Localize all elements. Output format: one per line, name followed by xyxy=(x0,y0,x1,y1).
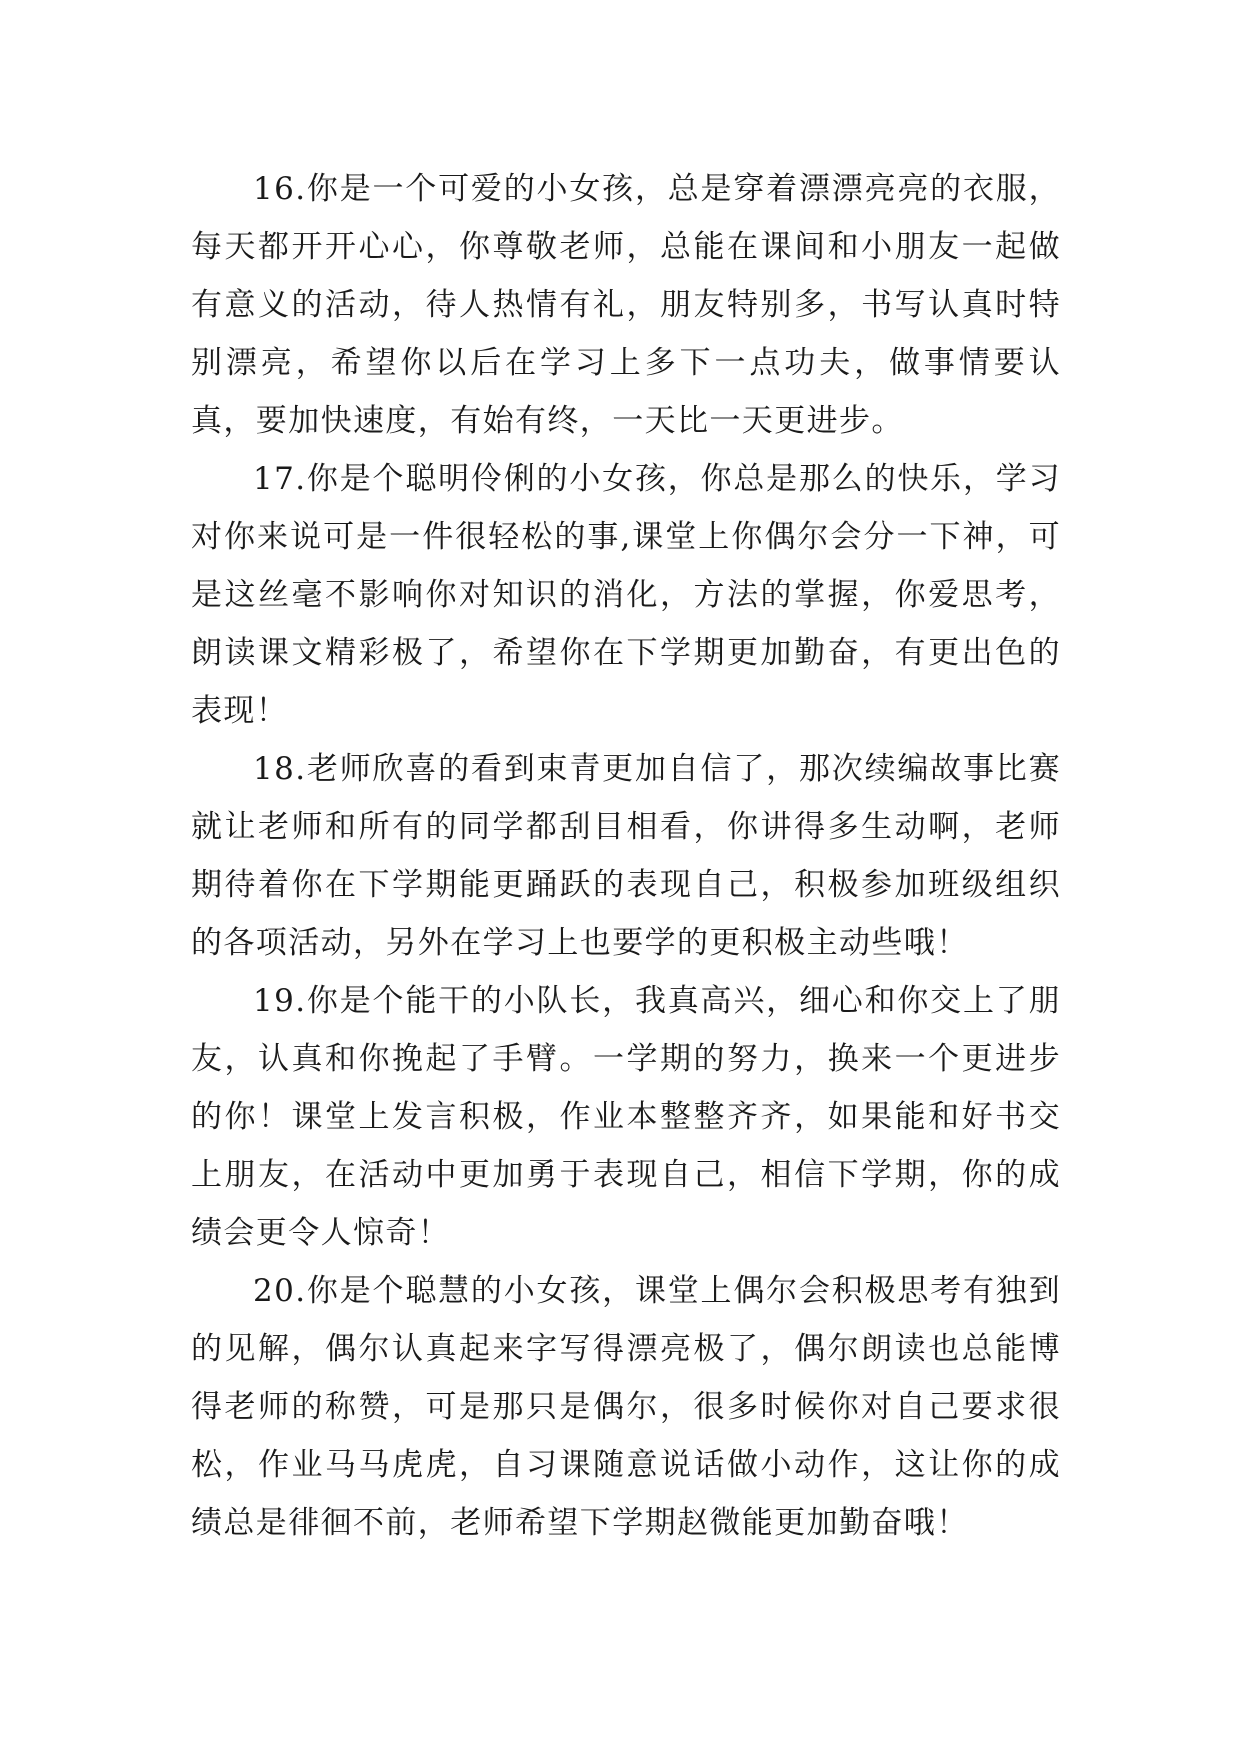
document-body xyxy=(191,160,1061,1552)
comment-paragraph-16: 16.你是一个可爱的小女孩，总是穿着漂漂亮亮的衣服，每天都开开心心，你尊敬老师，总能在课间和小朋友一起做有意义的活动，待人热情有礼，朋友特别多，书写认真时特别漂亮，希望你以后在学习上多下一点功夫，做事情要认真，要加快速度，有始有终，一天比一天更进步。 xyxy=(191,171,1061,439)
comment-paragraph-20: 20.你是个聪慧的小女孩，课堂上偶尔会积极思考有独到的见解，偶尔认真起来字写得漂亮极了，偶尔朗读也总能博得老师的称赞，可是那只是偶尔，很多时候你对自己要求很松，作业马马虎虎，自习课随意说话做小动作，这让你的成绩总是徘徊不前，老师希望下学期赵微能更加勤奋哦！ xyxy=(191,1273,1061,1541)
comment-paragraph-19: 19.你是个能干的小队长，我真高兴，细心和你交上了朋友，认真和你挽起了手臂。一学期的努力，换来一个更进步的你！课堂上发言积极，作业本整整齐齐，如果能和好书交上朋友，在活动中更加勇于表现自己，相信下学期，你的成绩会更令人惊奇！ xyxy=(191,983,1061,1251)
comment-paragraph-18: 18.老师欣喜的看到束青更加自信了，那次续编故事比赛就让老师和所有的同学都刮目相看，你讲得多生动啊，老师期待着你在下学期能更踊跃的表现自己，积极参加班级组织的各项活动，另外在学习上也要学的更积极主动些哦！ xyxy=(191,751,1061,961)
comment-paragraph-17: 17.你是个聪明伶俐的小女孩，你总是那么的快乐，学习对你来说可是一件很轻松的事,课堂上你偶尔会分一下神，可是这丝毫不影响你对知识的消化，方法的掌握，你爱思考，朗读课文精彩极了，希望你在下学期更加勤奋，有更出色的表现！ xyxy=(191,461,1061,729)
